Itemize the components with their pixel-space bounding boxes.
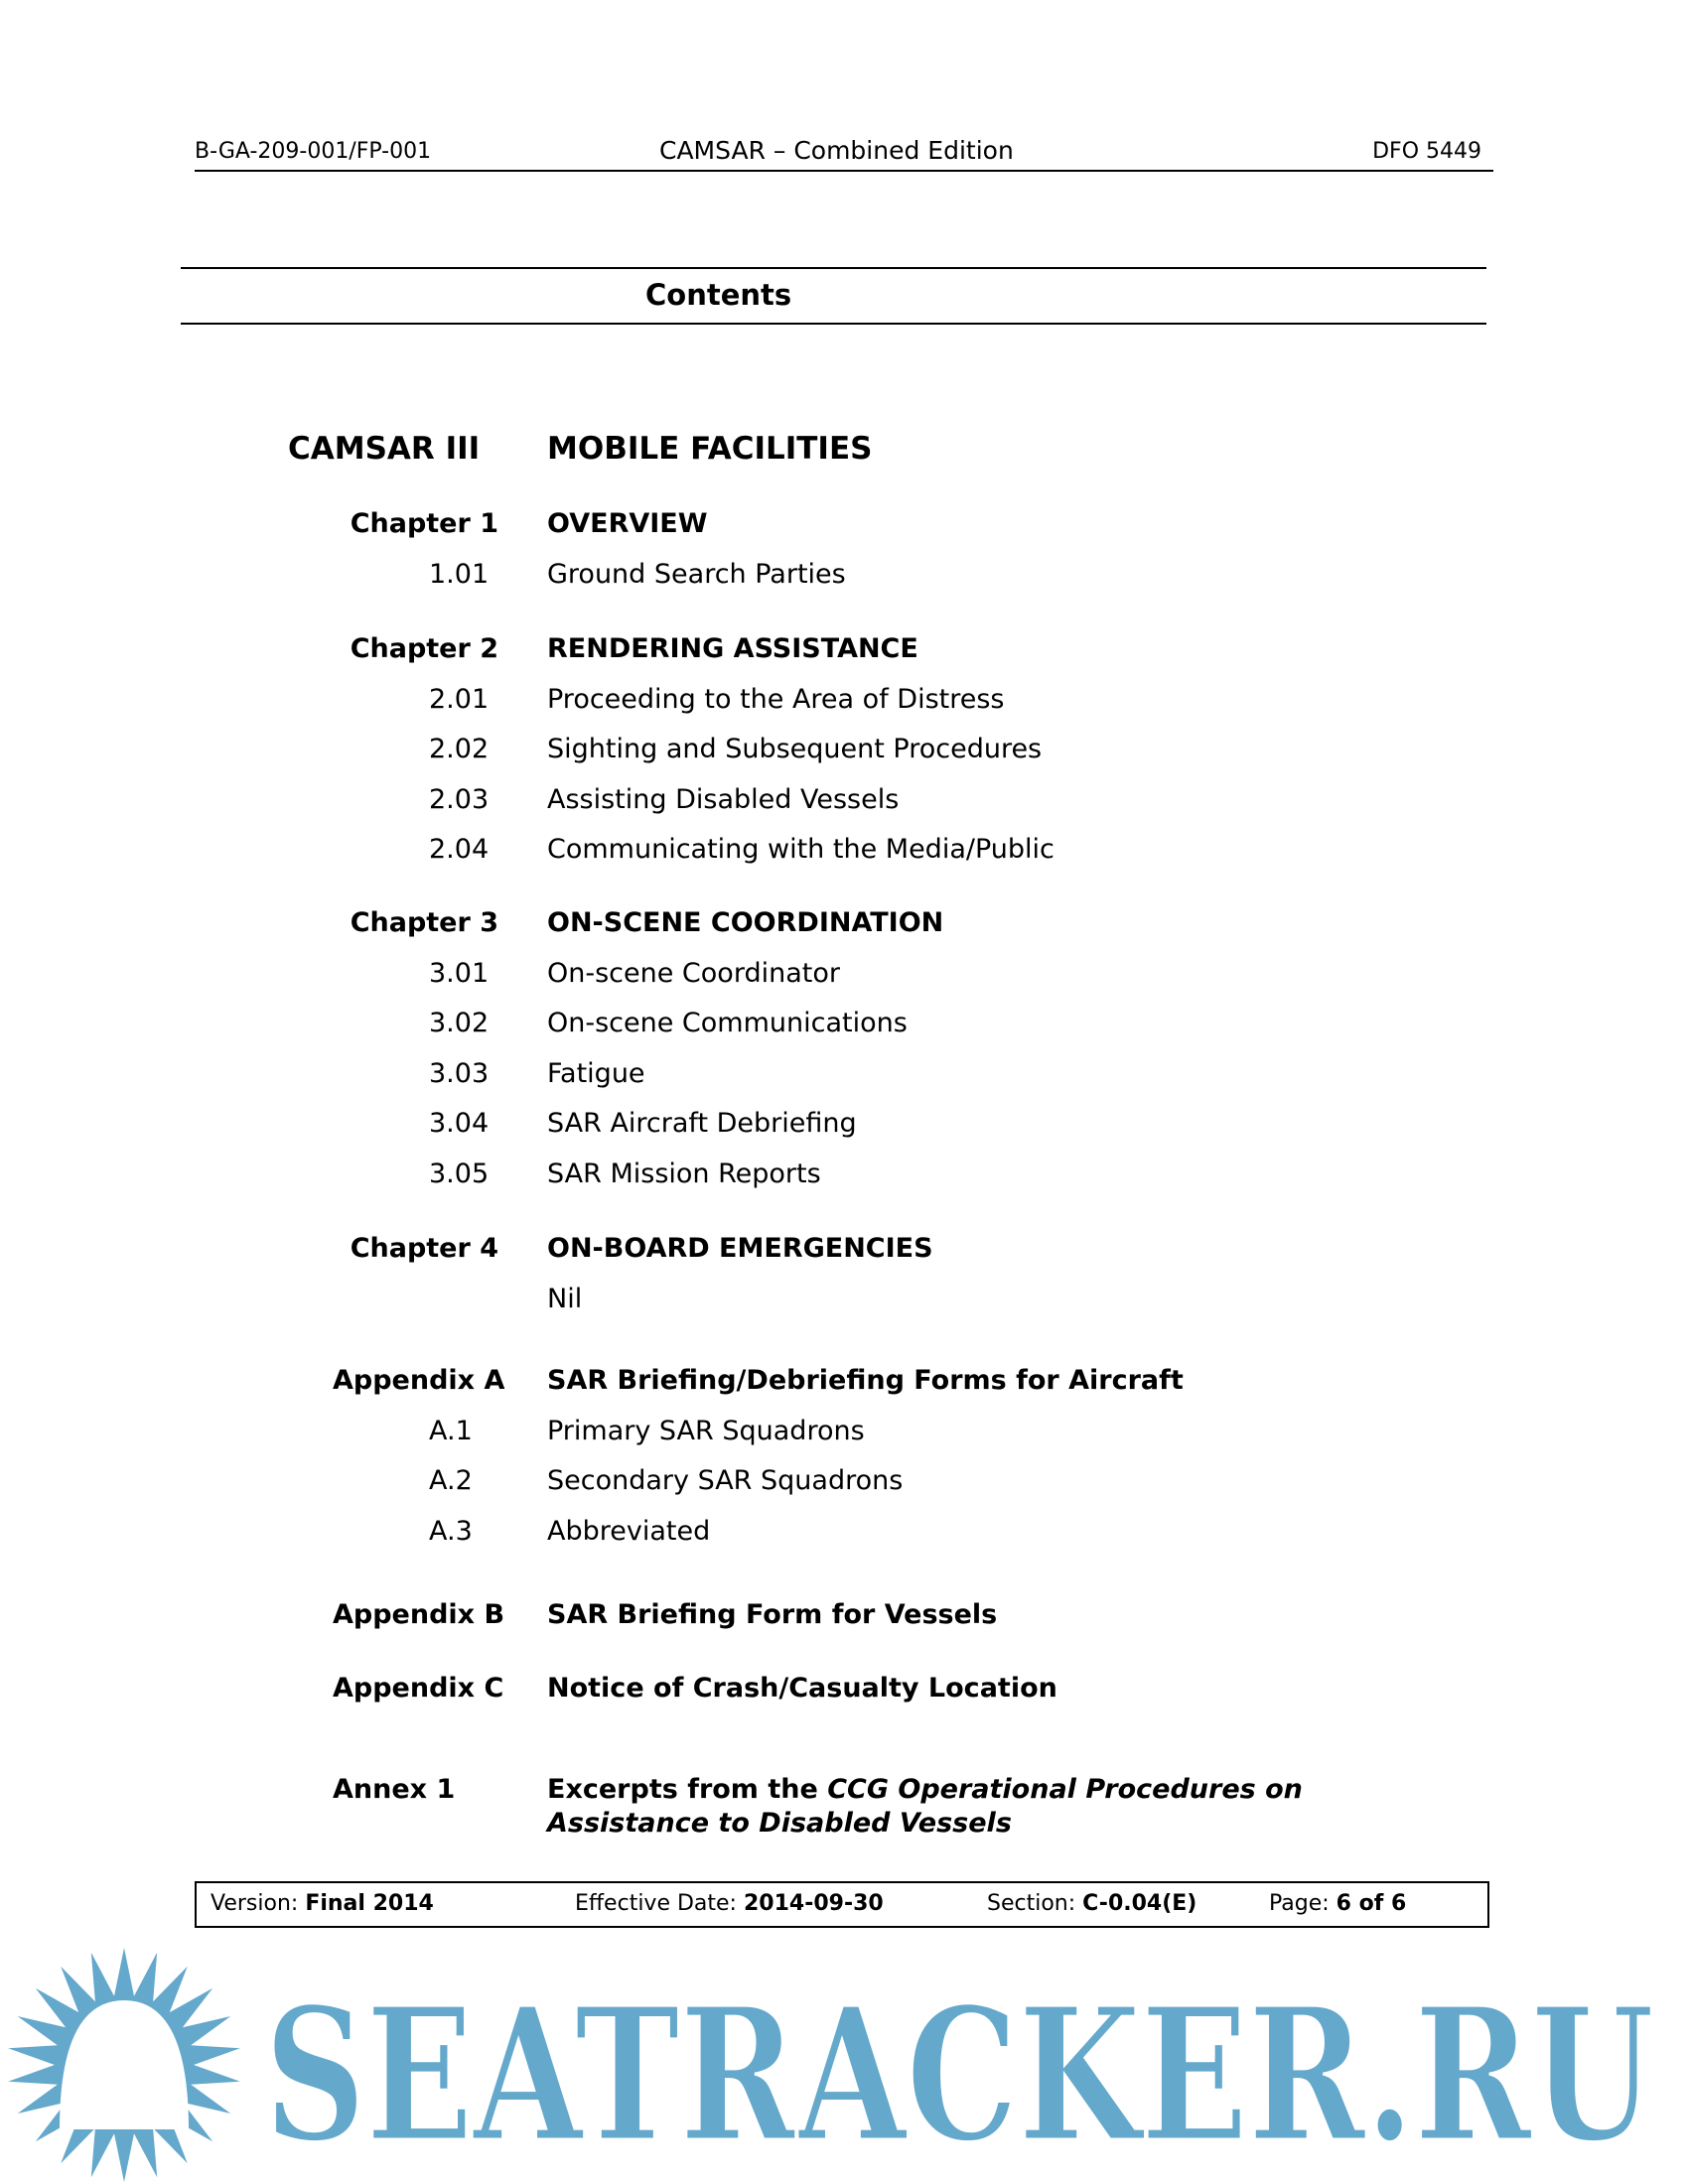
item-title[interactable]: Assisting Disabled Vessels — [547, 783, 900, 815]
annex-title-prefix: Excerpts from the — [547, 1774, 828, 1805]
page-value: 6 of 6 — [1336, 1891, 1407, 1916]
page-label: Page: — [1269, 1891, 1336, 1916]
watermark-text: SEATRACKER.RU — [264, 1967, 1654, 2183]
item-title[interactable]: Fatigue — [547, 1057, 645, 1089]
item-number: 2.04 — [429, 834, 490, 865]
item-title[interactable]: SAR Mission Reports — [547, 1158, 821, 1189]
item-title[interactable]: On-scene Coordinator — [547, 957, 840, 989]
footer-box — [195, 1881, 1489, 1928]
section-label: Chapter 3 — [350, 907, 498, 938]
item-number: 2.01 — [429, 683, 490, 715]
item-title[interactable]: Proceeding to the Area of Distress — [547, 683, 1005, 715]
header-rule — [195, 170, 1493, 172]
doc-number: B-GA-209-001/FP-001 — [195, 139, 432, 164]
section-label: Appendix B — [333, 1599, 505, 1630]
footer-version — [211, 1891, 434, 1916]
section-title: SAR Briefing Form for Vessels — [547, 1599, 998, 1630]
annex-label: Annex 1 — [333, 1774, 456, 1805]
version-label: Version: — [211, 1891, 306, 1916]
date-value: 2014-09-30 — [743, 1891, 884, 1916]
item-number: 3.02 — [429, 1008, 490, 1038]
part-title: MOBILE FACILITIES — [547, 431, 873, 467]
item-title[interactable]: Primary SAR Squadrons — [547, 1415, 865, 1446]
section-title: OVERVIEW — [547, 508, 708, 539]
contents-title: Contents — [645, 278, 792, 312]
footer-date — [575, 1891, 884, 1916]
item-number: 3.01 — [429, 957, 490, 989]
item-title[interactable]: Sighting and Subsequent Procedures — [547, 734, 1043, 764]
doc-title: CAMSAR – Combined Edition — [659, 136, 1014, 165]
item-number: 2.02 — [429, 734, 490, 764]
contents-rule-bottom — [181, 323, 1486, 325]
item-title[interactable]: Abbreviated — [547, 1515, 711, 1547]
footer-section — [987, 1891, 1196, 1916]
item-title[interactable]: Communicating with the Media/Public — [547, 834, 1055, 865]
section-label: Chapter 4 — [350, 1233, 498, 1264]
item-number: A.3 — [429, 1515, 473, 1547]
section-title: ON-BOARD EMERGENCIES — [547, 1233, 933, 1264]
item-title[interactable]: Ground Search Parties — [547, 558, 846, 590]
annex-title — [547, 1774, 1303, 1805]
section-label: Chapter 1 — [350, 508, 498, 539]
section-label: Appendix A — [333, 1365, 505, 1396]
section-title: Notice of Crash/Casualty Location — [547, 1673, 1057, 1704]
item-number: 1.01 — [429, 558, 490, 590]
item-number: 2.03 — [429, 783, 490, 815]
seatracker-watermark — [0, 1941, 1688, 2184]
section-label: Chapter 2 — [350, 633, 498, 664]
part-label: CAMSAR III — [288, 431, 481, 467]
item-number: A.1 — [429, 1415, 473, 1446]
section-value: C-0.04(E) — [1082, 1891, 1197, 1916]
annex-title-line2: Assistance to Disabled Vessels — [547, 1808, 1012, 1839]
section-title: RENDERING ASSISTANCE — [547, 633, 918, 664]
section-label: Appendix C — [333, 1673, 504, 1704]
footer-page — [1269, 1891, 1406, 1916]
item-title[interactable]: Secondary SAR Squadrons — [547, 1465, 904, 1496]
section-title: ON-SCENE COORDINATION — [547, 907, 944, 938]
item-number: 3.04 — [429, 1108, 490, 1139]
item-title[interactable]: Nil — [547, 1283, 583, 1314]
item-number: 3.05 — [429, 1158, 490, 1189]
contents-rule-top — [181, 267, 1486, 269]
section-label-footer: Section: — [987, 1891, 1083, 1916]
item-title[interactable]: SAR Aircraft Debriefing — [547, 1108, 857, 1139]
version-value: Final 2014 — [305, 1891, 434, 1916]
item-title[interactable]: On-scene Communications — [547, 1008, 908, 1038]
date-label: Effective Date: — [575, 1891, 744, 1916]
section-title: SAR Briefing/Debriefing Forms for Aircraft — [547, 1365, 1184, 1396]
dfo-number: DFO 5449 — [1372, 139, 1481, 164]
annex-title-italic-1: CCG Operational Procedures on — [827, 1774, 1303, 1805]
item-number: 3.03 — [429, 1057, 490, 1089]
item-number: A.2 — [429, 1465, 473, 1496]
